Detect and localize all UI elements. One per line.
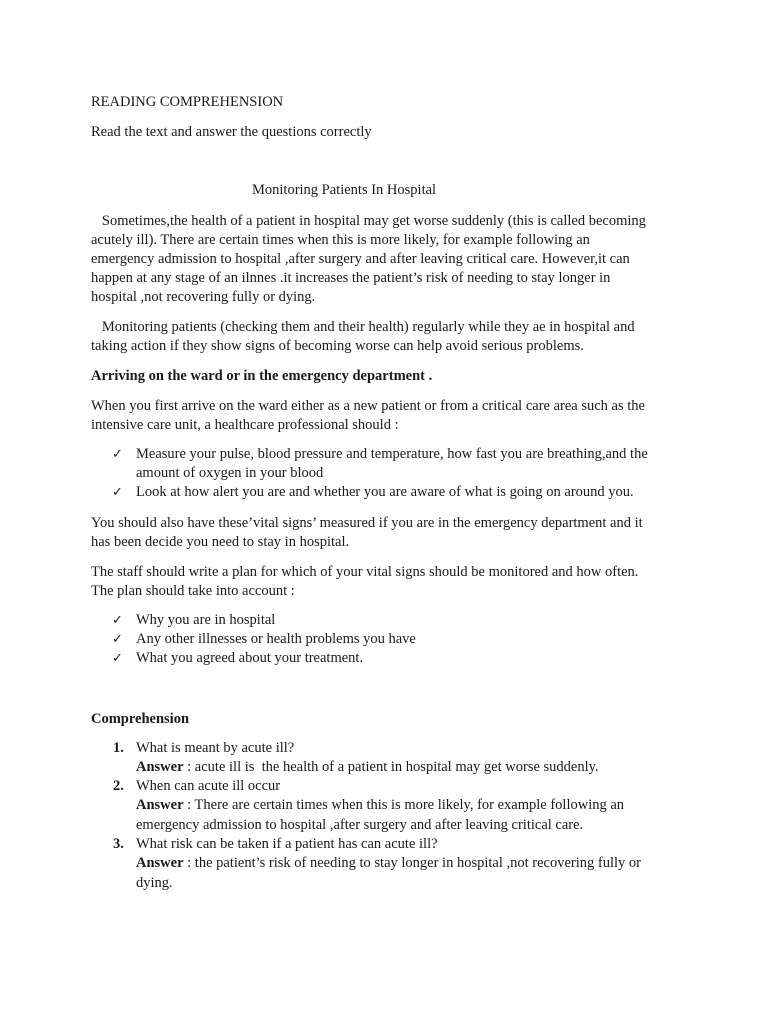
document-heading: READING COMPREHENSION: [91, 94, 284, 110]
paragraph-1-line: acutely ill). There are certain times when this is more likely, for example following an: [91, 232, 590, 248]
answer-label: Answer: [136, 855, 184, 871]
section-heading: Arriving on the ward or in the emergency department .: [91, 368, 433, 384]
answer-line: [136, 854, 641, 873]
document-title: Monitoring Patients In Hospital: [252, 182, 437, 198]
question-number: 3.: [113, 836, 124, 852]
answer-line: [136, 758, 599, 777]
paragraph-5-line: The staff should write a plan for which of your vital signs should be monitored and how often.: [91, 564, 639, 580]
question-number: 1.: [113, 740, 124, 756]
paragraph-1-line: happen at any stage of an ilnnes .it increases the patient’s risk of needing to stay longer in: [91, 270, 611, 286]
answer-label: Answer: [136, 797, 184, 813]
answer-text-continuation: dying.: [136, 875, 173, 891]
checkmark-icon: ✓: [112, 632, 123, 647]
paragraph-1-line: hospital ,not recovering fully or dying.: [91, 289, 316, 305]
paragraph-3-line: When you first arrive on the ward either as a new patient or from a critical care area such as the: [91, 398, 645, 414]
question-number: 2.: [113, 778, 124, 794]
question-text: What risk can be taken if a patient has can acute ill?: [136, 836, 438, 852]
question-text: What is meant by acute ill?: [136, 740, 295, 756]
checkmark-icon: ✓: [112, 613, 123, 628]
paragraph-3-line: intensive care unit, a healthcare professional should :: [91, 417, 399, 433]
checkmark-icon: ✓: [112, 651, 123, 666]
answer-text: : the patient’s risk of needing to stay longer in hospital ,not recovering fully or: [183, 855, 641, 871]
answer-text: : acute ill is the health of a patient in hospital may get worse suddenly.: [183, 759, 599, 775]
question-text: When can acute ill occur: [136, 778, 281, 794]
paragraph-2-line: Monitoring patients (checking them and their health) regularly while they ae in hospital and: [91, 319, 635, 335]
comprehension-heading: Comprehension: [91, 711, 190, 727]
paragraph-4-line: has been decide you need to stay in hospital.: [91, 534, 350, 550]
paragraph-2-line: taking action if they show signs of becoming worse can help avoid serious problems.: [91, 338, 584, 354]
paragraph-4-line: You should also have these’vital signs’ measured if you are in the emergency department and it: [91, 515, 643, 531]
answer-line: [136, 796, 624, 815]
answer-text-continuation: emergency admission to hospital ,after surgery and after leaving critical care.: [136, 817, 584, 833]
checkmark-icon: ✓: [112, 447, 123, 462]
instruction-text: Read the text and answer the questions correctly: [91, 124, 372, 140]
answer-label: Answer: [136, 759, 184, 775]
paragraph-1-line: emergency admission to hospital ,after surgery and after leaving critical care. However,it can: [91, 251, 630, 267]
answer-text: : There are certain times when this is more likely, for example following an: [183, 797, 625, 813]
checkmark-icon: ✓: [112, 485, 123, 500]
paragraph-5-line: The plan should take into account :: [91, 583, 295, 599]
paragraph-1-line: Sometimes,the health of a patient in hospital may get worse suddenly (this is called becoming: [91, 213, 646, 229]
